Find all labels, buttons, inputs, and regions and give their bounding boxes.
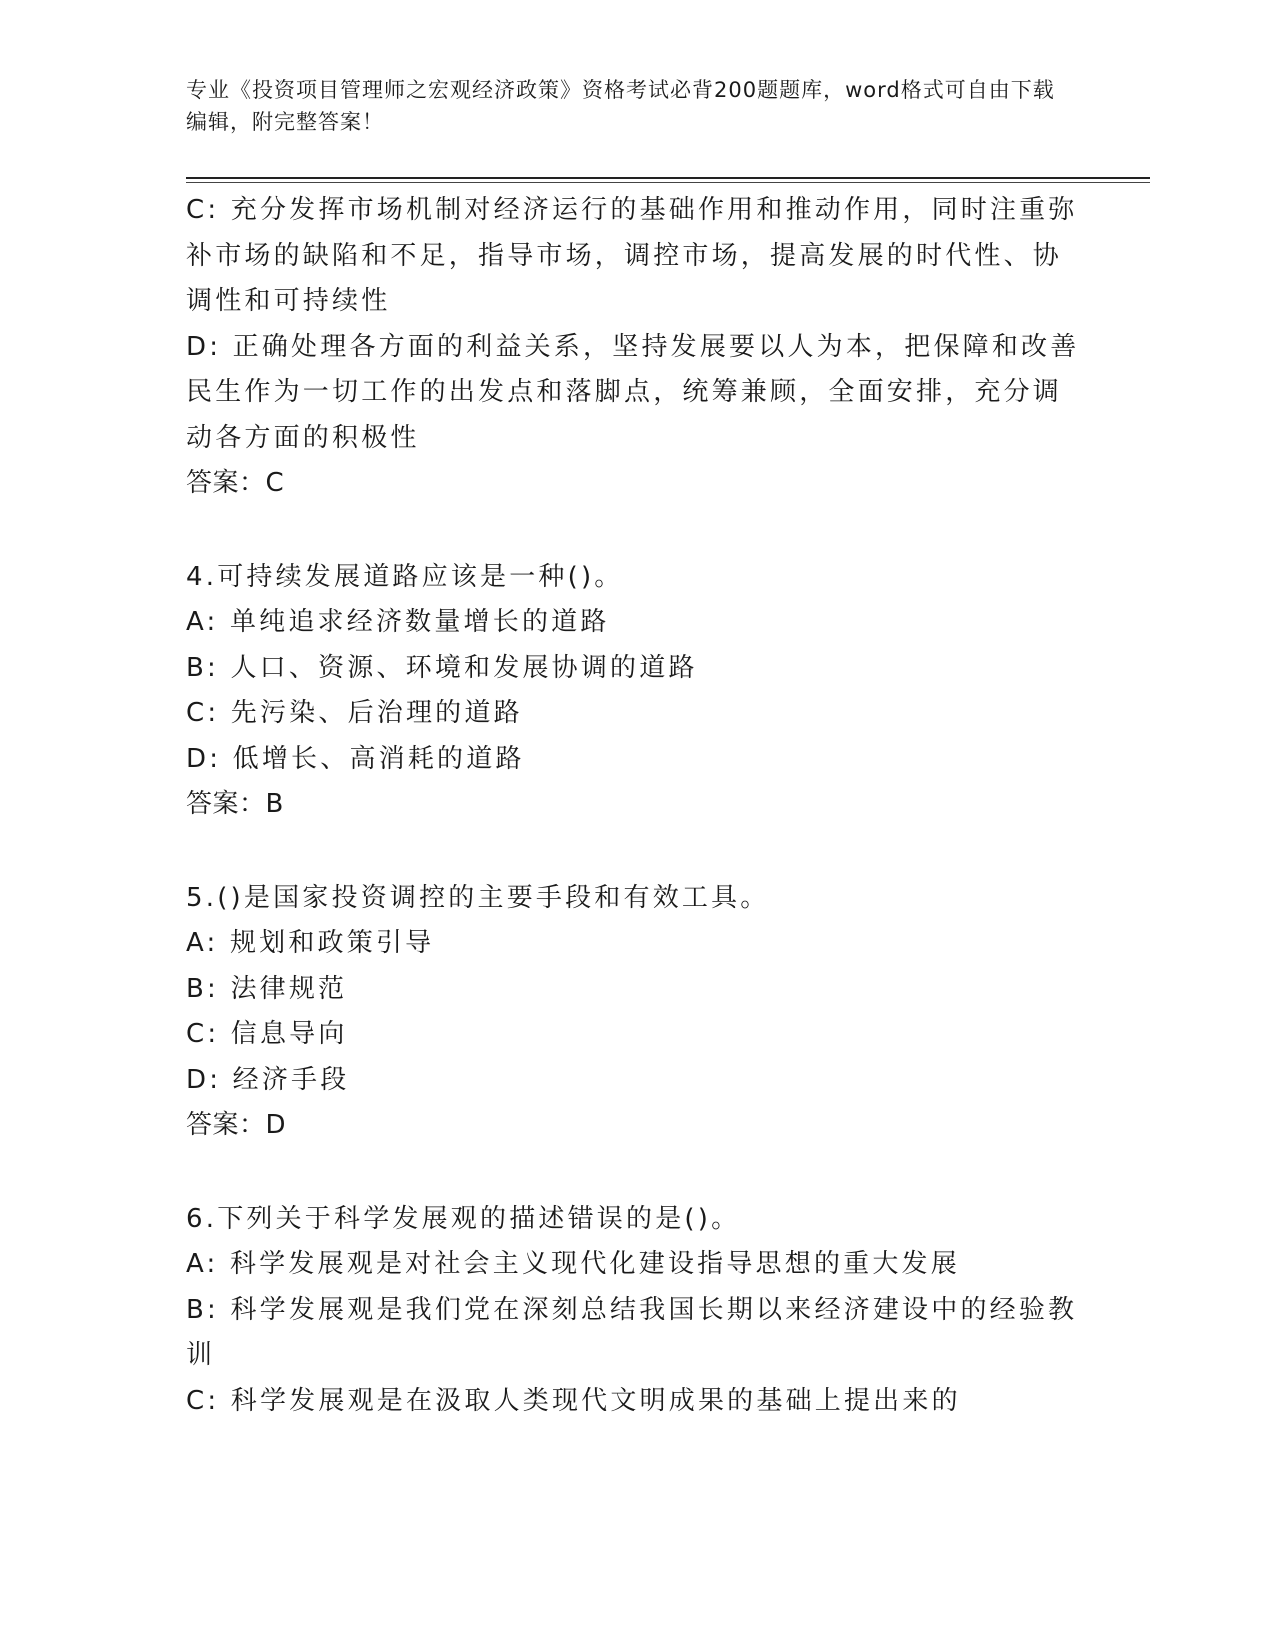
option-d-line-2: 民生作为一切工作的出发点和落脚点，统筹兼顾，全面安排，充分调 [186, 377, 1063, 407]
answer-label: 答案：B [186, 789, 284, 819]
option-c-line-1: C: 充分发挥市场机制对经济运行的基础作用和推动作用，同时注重弥 [186, 195, 1078, 225]
option-b-line-2: 训 [186, 1340, 216, 1370]
page-header: 专业《投资项目管理师之宏观经济政策》资格考试必背200题题库，word格式可自由下载编辑，附完整答案！ [186, 78, 1055, 134]
option-d: D: 经济手段 [186, 1064, 350, 1095]
option-d-line-3: 动各方面的积极性 [186, 422, 420, 453]
question-text: 4.可持续发展道路应该是一种()。 [186, 561, 624, 592]
spacer [186, 507, 1086, 555]
header-divider-thin [186, 182, 1150, 183]
question-4 [186, 555, 1086, 828]
option-a: A: 单纯追求经济数量增长的道路 [186, 607, 610, 637]
answer-label: 答案：D [186, 1110, 287, 1140]
question-6 [186, 1197, 1086, 1425]
spacer [186, 828, 1086, 876]
option-a: A: 规划和政策引导 [186, 928, 435, 958]
question-5 [186, 876, 1086, 1149]
option-b-line-1: B: 科学发展观是我们党在深刻总结我国长期以来经济建设中的经验教 [186, 1294, 1078, 1325]
option-a: A: 科学发展观是对社会主义现代化建设指导思想的重大发展 [186, 1249, 960, 1279]
question-content [186, 188, 1086, 1424]
answer-label: 答案：C [186, 468, 285, 498]
option-b: B: 人口、资源、环境和发展协调的道路 [186, 652, 698, 683]
option-d-line-1: D: 正确处理各方面的利益关系，坚持发展要以人为本，把保障和改善 [186, 331, 1080, 362]
option-c-line-2: 补市场的缺陷和不足，指导市场，调控市场，提高发展的时代性、协 [186, 240, 1063, 271]
prev-question-tail [186, 188, 1086, 507]
question-text: 6.下列关于科学发展观的描述错误的是()。 [186, 1203, 741, 1234]
option-c: C: 信息导向 [186, 1019, 348, 1049]
option-c-line-3: 调性和可持续性 [186, 286, 391, 316]
spacer [186, 1149, 1086, 1197]
option-c: C: 先污染、后治理的道路 [186, 698, 523, 728]
header-divider [186, 177, 1150, 179]
option-d: D: 低增长、高消耗的道路 [186, 743, 525, 774]
question-text: 5.()是国家投资调控的主要手段和有效工具。 [186, 882, 770, 913]
option-c: C: 科学发展观是在汲取人类现代文明成果的基础上提出来的 [186, 1385, 961, 1416]
option-b: B: 法律规范 [186, 973, 348, 1004]
